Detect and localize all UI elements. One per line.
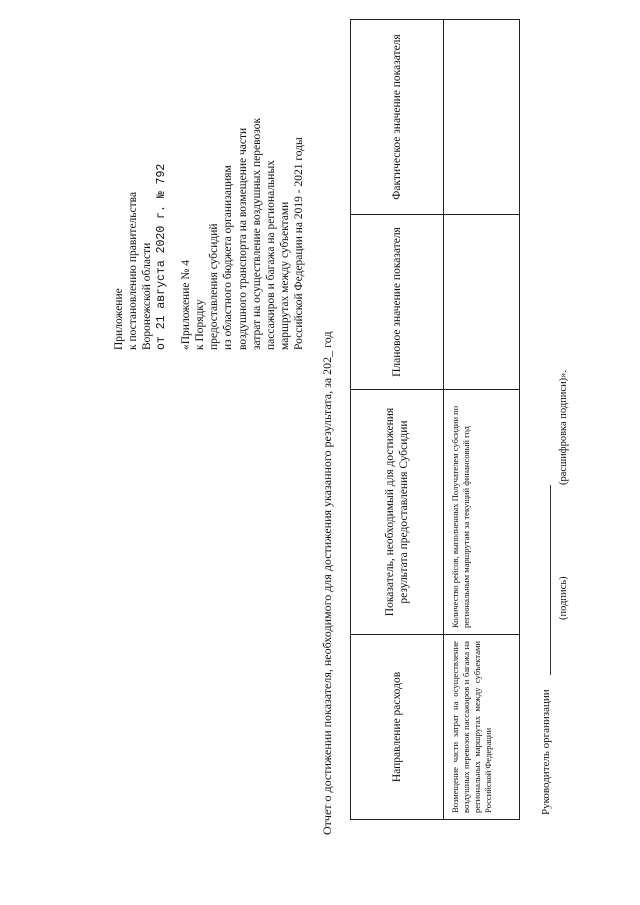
table-header-row xyxy=(351,20,444,820)
column-header: Плановое значение показателя xyxy=(351,215,444,390)
report-title: Отчет о достижении показателя, необходимого для достижения указанного результата, за 202_ год xyxy=(320,331,334,835)
header-line: предоставления субсидий xyxy=(208,223,221,350)
header-line: Приложение xyxy=(113,288,125,350)
appendix-header xyxy=(112,30,307,350)
report-table xyxy=(350,19,520,820)
header-line: Российской Федерации на 2019 - 2021 годы xyxy=(293,137,306,350)
header-date-line: от 21 августа 2020 г. № 792 xyxy=(154,163,168,350)
header-line: «Приложение № 4 xyxy=(179,260,192,350)
table-cell-actual-value xyxy=(444,20,520,215)
signature-block xyxy=(540,255,580,815)
header-line: затрат на осуществление воздушных перевозок xyxy=(250,117,263,350)
table-cell-planned-value xyxy=(444,215,520,390)
signature-caption: (подпись) xyxy=(558,576,569,620)
header-line: воздушного транспорта на возмещение части xyxy=(236,127,249,350)
column-header: Направление расходов xyxy=(351,635,444,820)
column-header: Показатель, необходимый для достижения результата предоставления Субсидии xyxy=(351,390,444,635)
header-line: пассажиров и багажа на региональных xyxy=(265,160,278,350)
signature-line xyxy=(550,485,551,675)
header-line: к Порядку xyxy=(194,299,207,350)
signature-label: Руководитель организации xyxy=(540,689,552,815)
header-line: к постановлению правительства xyxy=(127,191,140,350)
header-line: маршрутах между субъектами xyxy=(279,201,292,350)
table-row xyxy=(444,20,520,820)
table-cell-expense-direction: Возмещение части затрат на осуществление воздушных перевозок пассажиров и багажа на региональных маршрутах между субъектами Российской Федерации xyxy=(444,635,520,820)
signature-transcript-caption: (расшифровка подписи)». xyxy=(558,369,569,485)
table-cell-indicator: Количество рейсов, выполненных Получателем субсидии по региональным маршрутам за текущий финансовый год xyxy=(444,390,520,635)
column-header: Фактическое значение показателя xyxy=(351,20,444,215)
header-line: Воронежской области xyxy=(141,242,154,350)
header-line: из областного бюджета организациям xyxy=(222,165,235,350)
